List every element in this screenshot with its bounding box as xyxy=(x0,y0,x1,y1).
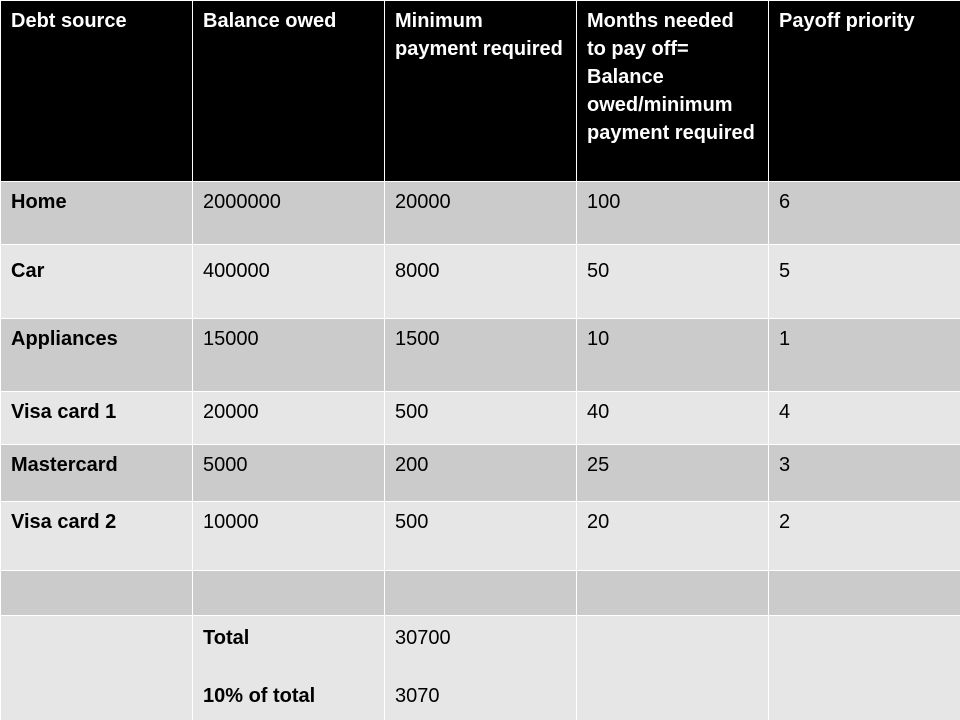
minimum-payment-cell: 8000 xyxy=(385,245,577,319)
debt-source-cell: Mastercard xyxy=(1,445,193,502)
header-balance-owed: Balance owed xyxy=(193,1,385,182)
minimum-payment-cell: 500 xyxy=(385,392,577,445)
header-payoff-priority: Payoff priority xyxy=(769,1,960,182)
empty-cell xyxy=(769,616,960,720)
totals-row xyxy=(1,616,960,720)
totals-label-cell xyxy=(193,616,385,720)
balance-cell: 5000 xyxy=(193,445,385,502)
minimum-payment-cell: 1500 xyxy=(385,319,577,392)
table-row xyxy=(1,245,960,319)
balance-cell: 15000 xyxy=(193,319,385,392)
priority-cell: 4 xyxy=(769,392,960,445)
empty-cell xyxy=(193,571,385,616)
empty-cell xyxy=(1,571,193,616)
debt-source-cell: Visa card 1 xyxy=(1,392,193,445)
priority-cell: 5 xyxy=(769,245,960,319)
empty-cell xyxy=(1,616,193,720)
total-label: Total xyxy=(203,627,250,649)
months-cell: 25 xyxy=(577,445,769,502)
empty-cell xyxy=(577,571,769,616)
header-minimum-payment: Minimum payment required xyxy=(385,1,577,182)
table-row xyxy=(1,319,960,392)
balance-cell: 20000 xyxy=(193,392,385,445)
minimum-payment-cell: 200 xyxy=(385,445,577,502)
balance-cell: 2000000 xyxy=(193,182,385,245)
months-cell: 40 xyxy=(577,392,769,445)
months-cell: 50 xyxy=(577,245,769,319)
debt-source-cell: Appliances xyxy=(1,319,193,392)
priority-cell: 3 xyxy=(769,445,960,502)
minimum-payment-cell: 500 xyxy=(385,502,577,571)
balance-cell: 10000 xyxy=(193,502,385,571)
totals-value-cell xyxy=(385,616,577,720)
ten-percent-value: 3070 xyxy=(395,685,440,707)
debt-source-cell: Home xyxy=(1,182,193,245)
priority-cell: 6 xyxy=(769,182,960,245)
table-row xyxy=(1,182,960,245)
header-months-needed: Months needed to pay off= Balance owed/minimum payment required xyxy=(577,1,769,182)
empty-row xyxy=(1,571,960,616)
balance-cell: 400000 xyxy=(193,245,385,319)
table-row xyxy=(1,502,960,571)
empty-cell xyxy=(385,571,577,616)
months-cell: 10 xyxy=(577,319,769,392)
table-row xyxy=(1,445,960,502)
total-value: 30700 xyxy=(395,627,451,649)
empty-cell xyxy=(577,616,769,720)
empty-cell xyxy=(769,571,960,616)
priority-cell: 2 xyxy=(769,502,960,571)
priority-cell: 1 xyxy=(769,319,960,392)
header-row xyxy=(1,1,960,182)
months-cell: 20 xyxy=(577,502,769,571)
table-row xyxy=(1,392,960,445)
header-debt-source: Debt source xyxy=(1,1,193,182)
debt-source-cell: Visa card 2 xyxy=(1,502,193,571)
debt-source-cell: Car xyxy=(1,245,193,319)
ten-percent-label: 10% of total xyxy=(203,685,316,707)
months-cell: 100 xyxy=(577,182,769,245)
minimum-payment-cell: 20000 xyxy=(385,182,577,245)
